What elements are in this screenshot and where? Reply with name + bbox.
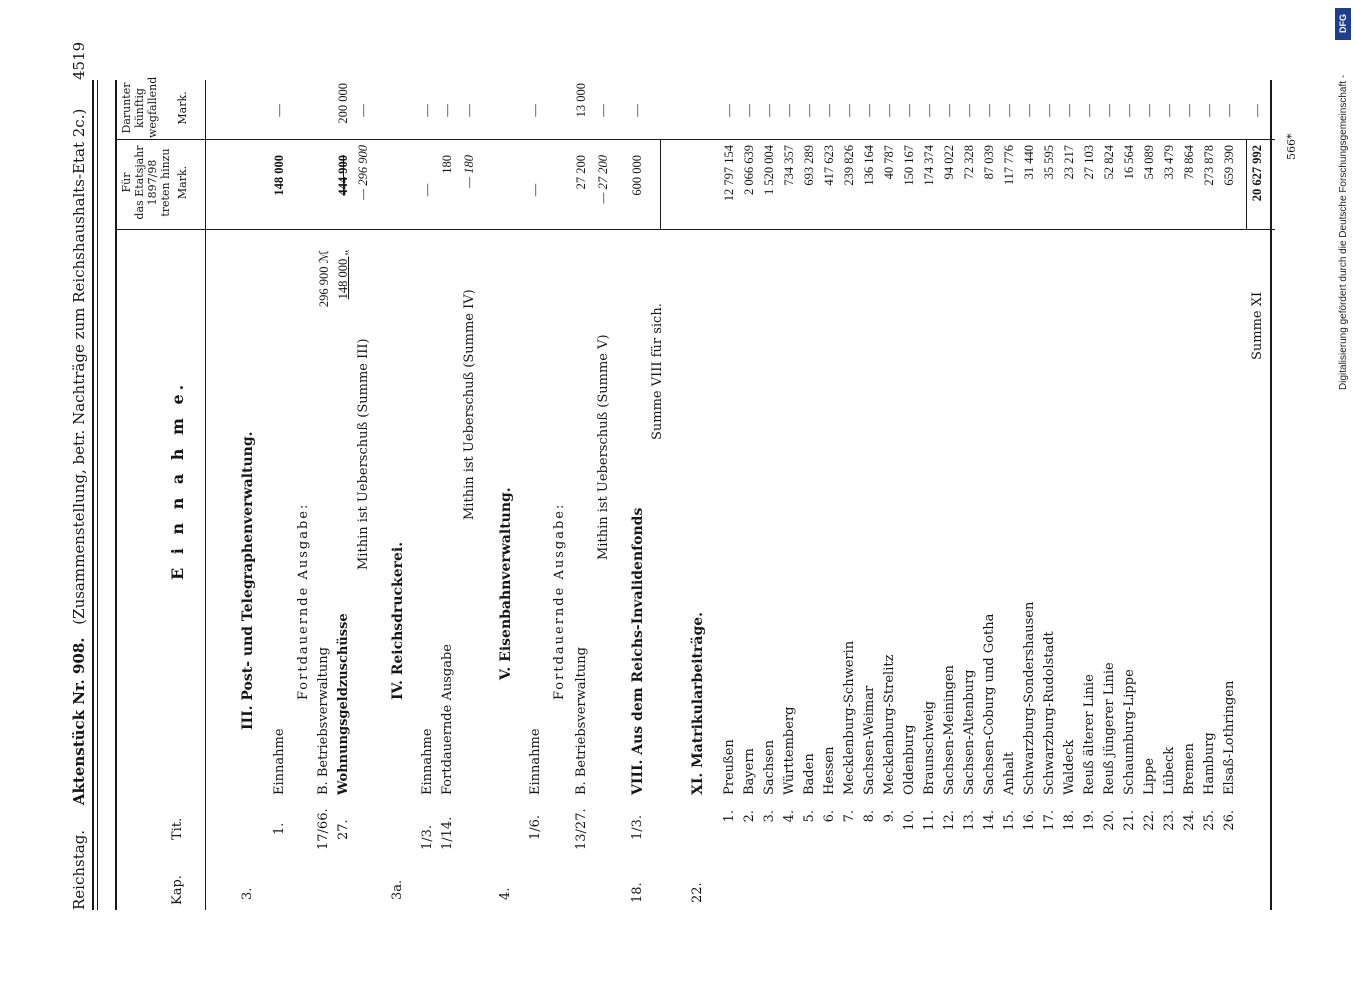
col-fuer-header — [120, 140, 189, 225]
kap-4: 4. — [498, 887, 513, 900]
fuer-line1: Für — [120, 172, 133, 193]
label-3-2: B. Betriebsverwaltung — [316, 647, 331, 795]
amount-4-2: 180 — [440, 155, 454, 174]
state-amount: 35 595 — [1042, 145, 1056, 180]
state-amount: 417 623 — [822, 145, 836, 186]
state-number: 18. — [1062, 810, 1077, 831]
section-heading-3: III. Post- und Telegraphenverwaltung. — [240, 431, 256, 730]
state-name: Bremen — [1182, 743, 1197, 795]
result-amount-5: — 27 200 — [596, 155, 610, 204]
result-label-4: Mithin ist Ueberschuß (Summe IV) — [462, 289, 477, 520]
inner-3-3: 148 000 „ — [336, 250, 350, 300]
state-name: Reuß jüngerer Linie — [1102, 662, 1117, 795]
dfg-logo: DFG — [1335, 8, 1351, 40]
kap-3a: 3a. — [390, 879, 405, 900]
sheet-number: 566* — [1285, 133, 1298, 160]
state-number: 19. — [1082, 810, 1097, 831]
label-3-fortdauernd: Fortdauernde Ausgabe: — [296, 502, 311, 700]
state-name: Waldeck — [1062, 739, 1077, 795]
state-darunter: — — [862, 104, 876, 117]
amount-4-1: — — [420, 183, 434, 197]
state-amount: 174 374 — [922, 145, 936, 186]
state-name: Sachsen-Weimar — [862, 685, 877, 795]
label-5-3: B. Betriebsverwaltung — [574, 647, 589, 795]
inner-3-2: 296 900 ℳ — [317, 250, 331, 308]
result-darunter-3: — — [356, 104, 370, 117]
state-name: Preußen — [722, 739, 737, 795]
state-number: 5. — [802, 810, 817, 823]
label-3-3: Wohnungsgeldzuschüsse — [336, 613, 351, 795]
fuer-line2: das Etatsjahr — [133, 145, 146, 220]
darunter-3-3: 200 000 — [336, 83, 350, 124]
state-darunter: — — [1142, 104, 1156, 117]
page-number: 4519 — [70, 41, 88, 80]
state-number: 17. — [1042, 810, 1057, 831]
col-kap-header: Kap. — [170, 875, 185, 905]
amount-3-1: 148 000 — [272, 155, 286, 196]
tit-4-2: 1/14. — [440, 816, 455, 850]
tit-3-2: 17/66. — [316, 808, 331, 850]
state-number: 13. — [962, 810, 977, 831]
kap-18: 18. — [630, 882, 645, 903]
state-amount: 659 390 — [1222, 145, 1236, 186]
amount-5-3: 27 200 — [574, 155, 588, 190]
state-darunter: — — [722, 104, 736, 117]
dfg-credit-text: Digitalisierung gefördert durch die Deutsche Forschungsgemeinschaft - — [1338, 74, 1349, 390]
running-header — [70, 109, 88, 910]
state-number: 21. — [1122, 810, 1137, 831]
state-name: Mecklenburg-Strelitz — [882, 654, 897, 795]
header-left: Reichstag. — [70, 829, 88, 910]
state-amount: 150 167 — [902, 145, 916, 186]
state-darunter: — — [962, 104, 976, 117]
state-number: 2. — [742, 810, 757, 823]
state-darunter: — — [1082, 104, 1096, 117]
sum-label-8: Summe VIII für sich. — [650, 303, 665, 440]
darunter-line2: künftig — [133, 88, 146, 128]
amount-8: 600 000 — [630, 155, 644, 196]
state-number: 16. — [1022, 810, 1037, 831]
state-name: Braunschweig — [922, 701, 937, 795]
section-heading-11: XI. Matrikularbeiträge. — [690, 611, 706, 795]
state-amount: 40 787 — [882, 145, 896, 180]
state-name: Schaumburg-Lippe — [1122, 669, 1137, 795]
amount-5-1: — — [528, 183, 542, 197]
tit-4-1: 1/3. — [420, 824, 435, 850]
label-5-fortdauernd: Fortdauernde Ausgabe: — [552, 502, 567, 700]
state-amount: 78 864 — [1182, 145, 1196, 180]
state-amount: 94 022 — [942, 145, 956, 180]
header-rule-thin — [97, 80, 98, 910]
state-darunter: — — [822, 104, 836, 117]
state-darunter: — — [1222, 104, 1236, 117]
state-darunter: — — [982, 104, 996, 117]
state-name: Oldenburg — [902, 724, 917, 795]
darunter-3-1: — — [272, 104, 286, 117]
state-amount: 136 164 — [862, 145, 876, 186]
rule-8 — [660, 140, 661, 230]
label-4-1: Einnahme — [420, 728, 435, 795]
label-3-1: Einnahme — [272, 728, 287, 795]
state-darunter: — — [1102, 104, 1116, 117]
state-number: 23. — [1162, 810, 1177, 831]
sum-darunter-11: — — [1250, 104, 1264, 117]
state-number: 8. — [862, 810, 877, 823]
state-amount: 693 289 — [802, 145, 816, 186]
table-bottom-rule — [1270, 80, 1272, 910]
state-darunter: — — [1202, 104, 1216, 117]
state-name: Württemberg — [782, 706, 797, 795]
state-number: 10. — [902, 810, 917, 831]
section-heading-8: VIII. Aus dem Reichs-Invalidenfonds — [630, 507, 646, 795]
state-number: 15. — [1002, 810, 1017, 831]
state-darunter: — — [882, 104, 896, 117]
label-4-2: Fortdauernde Ausgabe — [440, 644, 455, 795]
label-5-1: Einnahme — [528, 728, 543, 795]
col-main-header: E i n n a h m e. — [168, 380, 187, 580]
kap-3: 3. — [240, 887, 255, 900]
state-name: Sachsen-Coburg und Gotha — [982, 613, 997, 795]
state-amount: 16 564 — [1122, 145, 1136, 180]
section-heading-4: IV. Reichsdruckerei. — [390, 541, 406, 700]
state-number: 12. — [942, 810, 957, 831]
fuer-line3: 1897/98 — [146, 159, 159, 206]
table-header-rule — [205, 80, 206, 910]
state-darunter: — — [942, 104, 956, 117]
state-darunter: — — [1002, 104, 1016, 117]
state-amount: 52 824 — [1102, 145, 1116, 180]
state-name: Elsaß-Lothringen — [1222, 680, 1237, 795]
tit-5-1: 1/6. — [528, 814, 543, 840]
state-amount: 27 103 — [1082, 145, 1096, 180]
header-title-bold: Aktenstück Nr. 908. — [70, 637, 88, 806]
result-amount-4: — 180 — [462, 155, 476, 188]
state-name: Hamburg — [1202, 732, 1217, 795]
state-darunter: — — [1122, 104, 1136, 117]
sum-amount-11: 20 627 992 — [1250, 145, 1264, 202]
state-amount: 239 826 — [842, 145, 856, 186]
state-darunter: — — [1182, 104, 1196, 117]
state-amount: 2 066 639 — [742, 145, 756, 195]
result-label-5: Mithin ist Ueberschuß (Summe V) — [596, 334, 611, 560]
darunter-line1: Darunter — [120, 82, 133, 134]
tit-18: 1/3. — [630, 814, 645, 840]
state-darunter: — — [742, 104, 756, 117]
fuer-line4: treten hinzu — [159, 148, 172, 217]
state-darunter: — — [1022, 104, 1036, 117]
state-darunter: — — [842, 104, 856, 117]
state-number: 26. — [1222, 810, 1237, 831]
state-number: 1. — [722, 810, 737, 823]
state-number: 7. — [842, 810, 857, 823]
col-tit-header: Tit. — [170, 817, 185, 840]
result-darunter-4: — — [462, 104, 476, 117]
state-amount: 33 479 — [1162, 145, 1176, 180]
state-number: 11. — [922, 810, 937, 831]
col-divider-amount-darunter — [115, 139, 1275, 140]
state-name: Lippe — [1142, 757, 1157, 795]
state-number: 20. — [1102, 810, 1117, 831]
kap-22: 22. — [690, 882, 705, 903]
state-amount: 273 878 — [1202, 145, 1216, 186]
result-darunter-5: — — [596, 104, 610, 117]
state-darunter: — — [782, 104, 796, 117]
state-number: 3. — [762, 810, 777, 823]
state-number: 4. — [782, 810, 797, 823]
header-title-rest: (Zusammenstellung, betr. Nachträge zum Reichshaushalts-Etat 2c.) — [70, 108, 88, 625]
table-top-rule — [115, 80, 117, 910]
state-name: Reuß älterer Linie — [1082, 674, 1097, 795]
state-darunter: — — [1062, 104, 1076, 117]
state-name: Schwarzburg-Sondershausen — [1022, 601, 1037, 795]
darunter-5-1: — — [528, 104, 542, 117]
darunter-line3: wegfallend — [146, 76, 159, 138]
darunter-5-3: 13 000 — [574, 83, 588, 118]
state-number: 25. — [1202, 810, 1217, 831]
state-name: Mecklenburg-Schwerin — [842, 640, 857, 795]
darunter-unit: Mark. — [176, 91, 189, 125]
state-name: Anhalt — [1002, 751, 1017, 795]
state-amount: 12 797 154 — [722, 145, 736, 202]
state-darunter: — — [1162, 104, 1176, 117]
header-rule — [92, 80, 94, 910]
state-amount: 1 520 004 — [762, 145, 776, 195]
tit-3-3: 27. — [336, 819, 351, 840]
state-name: Baden — [802, 753, 817, 795]
state-name: Bayern — [742, 748, 757, 795]
state-darunter: — — [762, 104, 776, 117]
state-amount: 734 357 — [782, 145, 796, 186]
darunter-4-2: — — [440, 104, 454, 117]
state-name: Hessen — [822, 746, 837, 795]
sum-label-11: Summe XI — [1250, 291, 1265, 360]
fuer-unit: Mark. — [176, 165, 189, 200]
state-darunter: — — [922, 104, 936, 117]
col-divider-main-amount — [115, 229, 1275, 230]
result-amount-3: — 296 900 — [356, 145, 370, 200]
state-darunter: — — [902, 104, 916, 117]
tit-5-3: 13/27. — [574, 808, 589, 850]
state-amount: 31 440 — [1022, 145, 1036, 180]
state-name: Sachsen — [762, 739, 777, 795]
state-number: 22. — [1142, 810, 1157, 831]
state-number: 14. — [982, 810, 997, 831]
state-name: Sachsen-Altenburg — [962, 669, 977, 795]
state-name: Sachsen-Meiningen — [942, 665, 957, 795]
tit-3-1: 1. — [272, 822, 287, 835]
state-amount: 87 039 — [982, 145, 996, 180]
sum-rule-11 — [1246, 140, 1247, 230]
state-number: 6. — [822, 810, 837, 823]
result-label-3: Mithin ist Ueberschuß (Summe III) — [356, 338, 371, 570]
state-amount: 23 217 — [1062, 145, 1076, 180]
state-number: 9. — [882, 810, 897, 823]
state-amount: 54 089 — [1142, 145, 1156, 180]
state-darunter: — — [1042, 104, 1056, 117]
state-amount: 72 328 — [962, 145, 976, 180]
darunter-8: — — [630, 104, 644, 117]
state-name: Lübeck — [1162, 746, 1177, 795]
state-number: 24. — [1182, 810, 1197, 831]
amount-3-3: 444 900 — [336, 155, 350, 196]
state-amount: 117 776 — [1002, 145, 1016, 186]
state-darunter: — — [802, 104, 816, 117]
darunter-4-1: — — [420, 104, 434, 117]
section-heading-5: V. Eisenbahnverwaltung. — [498, 487, 514, 680]
state-name: Schwarzburg-Rudolstadt — [1042, 631, 1057, 795]
col-darunter-header — [120, 78, 189, 138]
